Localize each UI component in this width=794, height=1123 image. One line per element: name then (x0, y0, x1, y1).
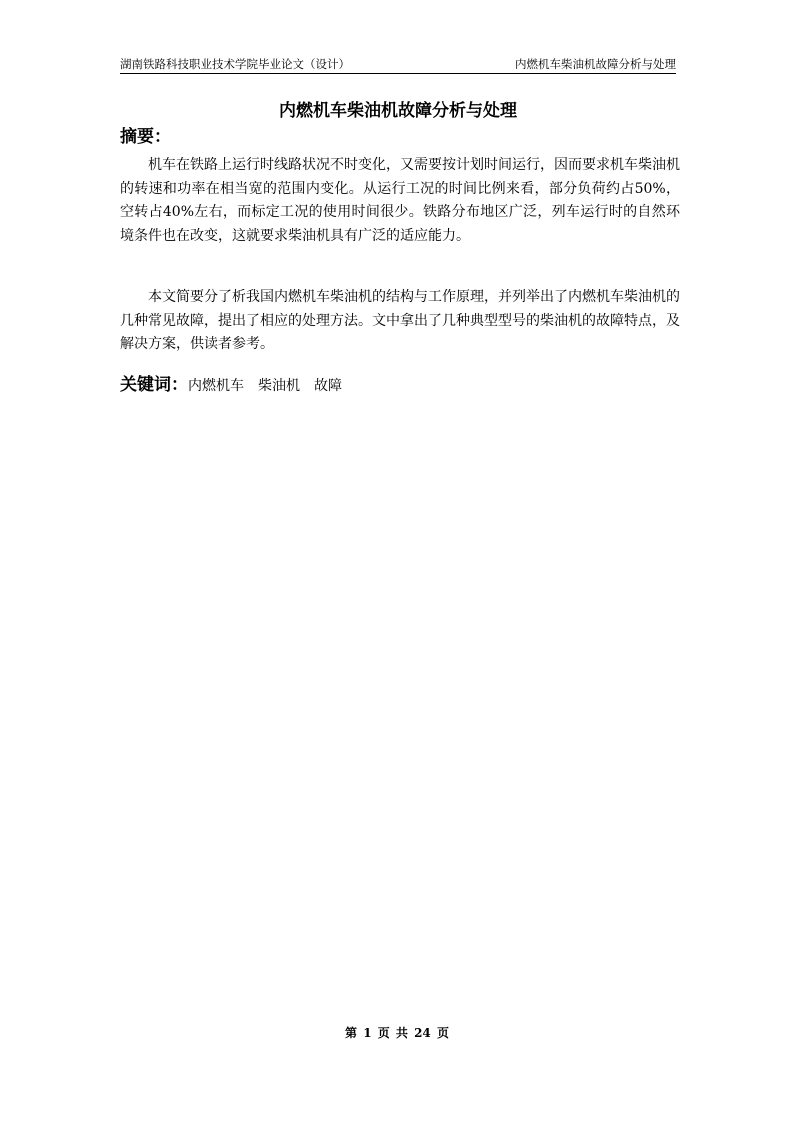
page-number: 第 1 页 共 24 页 (345, 1026, 449, 1040)
abstract-paragraph-2: 本文简要分了析我国内燃机车柴油机的结构与工作原理，并列举出了内燃机车柴油机的几种常见故障，提出了相应的处理方法。文中拿出了几种典型型号的柴油机的故障特点，及解决方案，供读者参考。 (120, 289, 680, 352)
keyword-item: 内燃机车 (188, 378, 244, 394)
page-header (120, 52, 676, 74)
header-school-title: 湖南铁路科技职业技术学院毕业论文（设计） (120, 57, 350, 71)
keywords-line (120, 372, 356, 399)
document-title: 内燃机车柴油机故障分析与处理 (279, 101, 517, 121)
header-thesis-title: 内燃机车柴油机故障分析与处理 (515, 57, 676, 71)
keyword-item: 故障 (314, 378, 342, 394)
keywords-label: 关键词： (120, 375, 188, 395)
abstract-paragraph-1: 机车在铁路上运行时线路状况不时变化，又需要按计划时间运行，因而要求机车柴油机的转速和功率在相当宽的范围内变化。从运行工况的时间比例来看，部分负荷约占50%，空转占40%左右，而标定工况的使用时间很少。铁路分布地区广泛，列车运行时的自然环境条件也在改变，这就要求柴油机具有广泛的适应能力。 (120, 157, 680, 244)
keyword-item: 柴油机 (258, 378, 300, 394)
abstract-label: 摘要： (120, 127, 171, 147)
